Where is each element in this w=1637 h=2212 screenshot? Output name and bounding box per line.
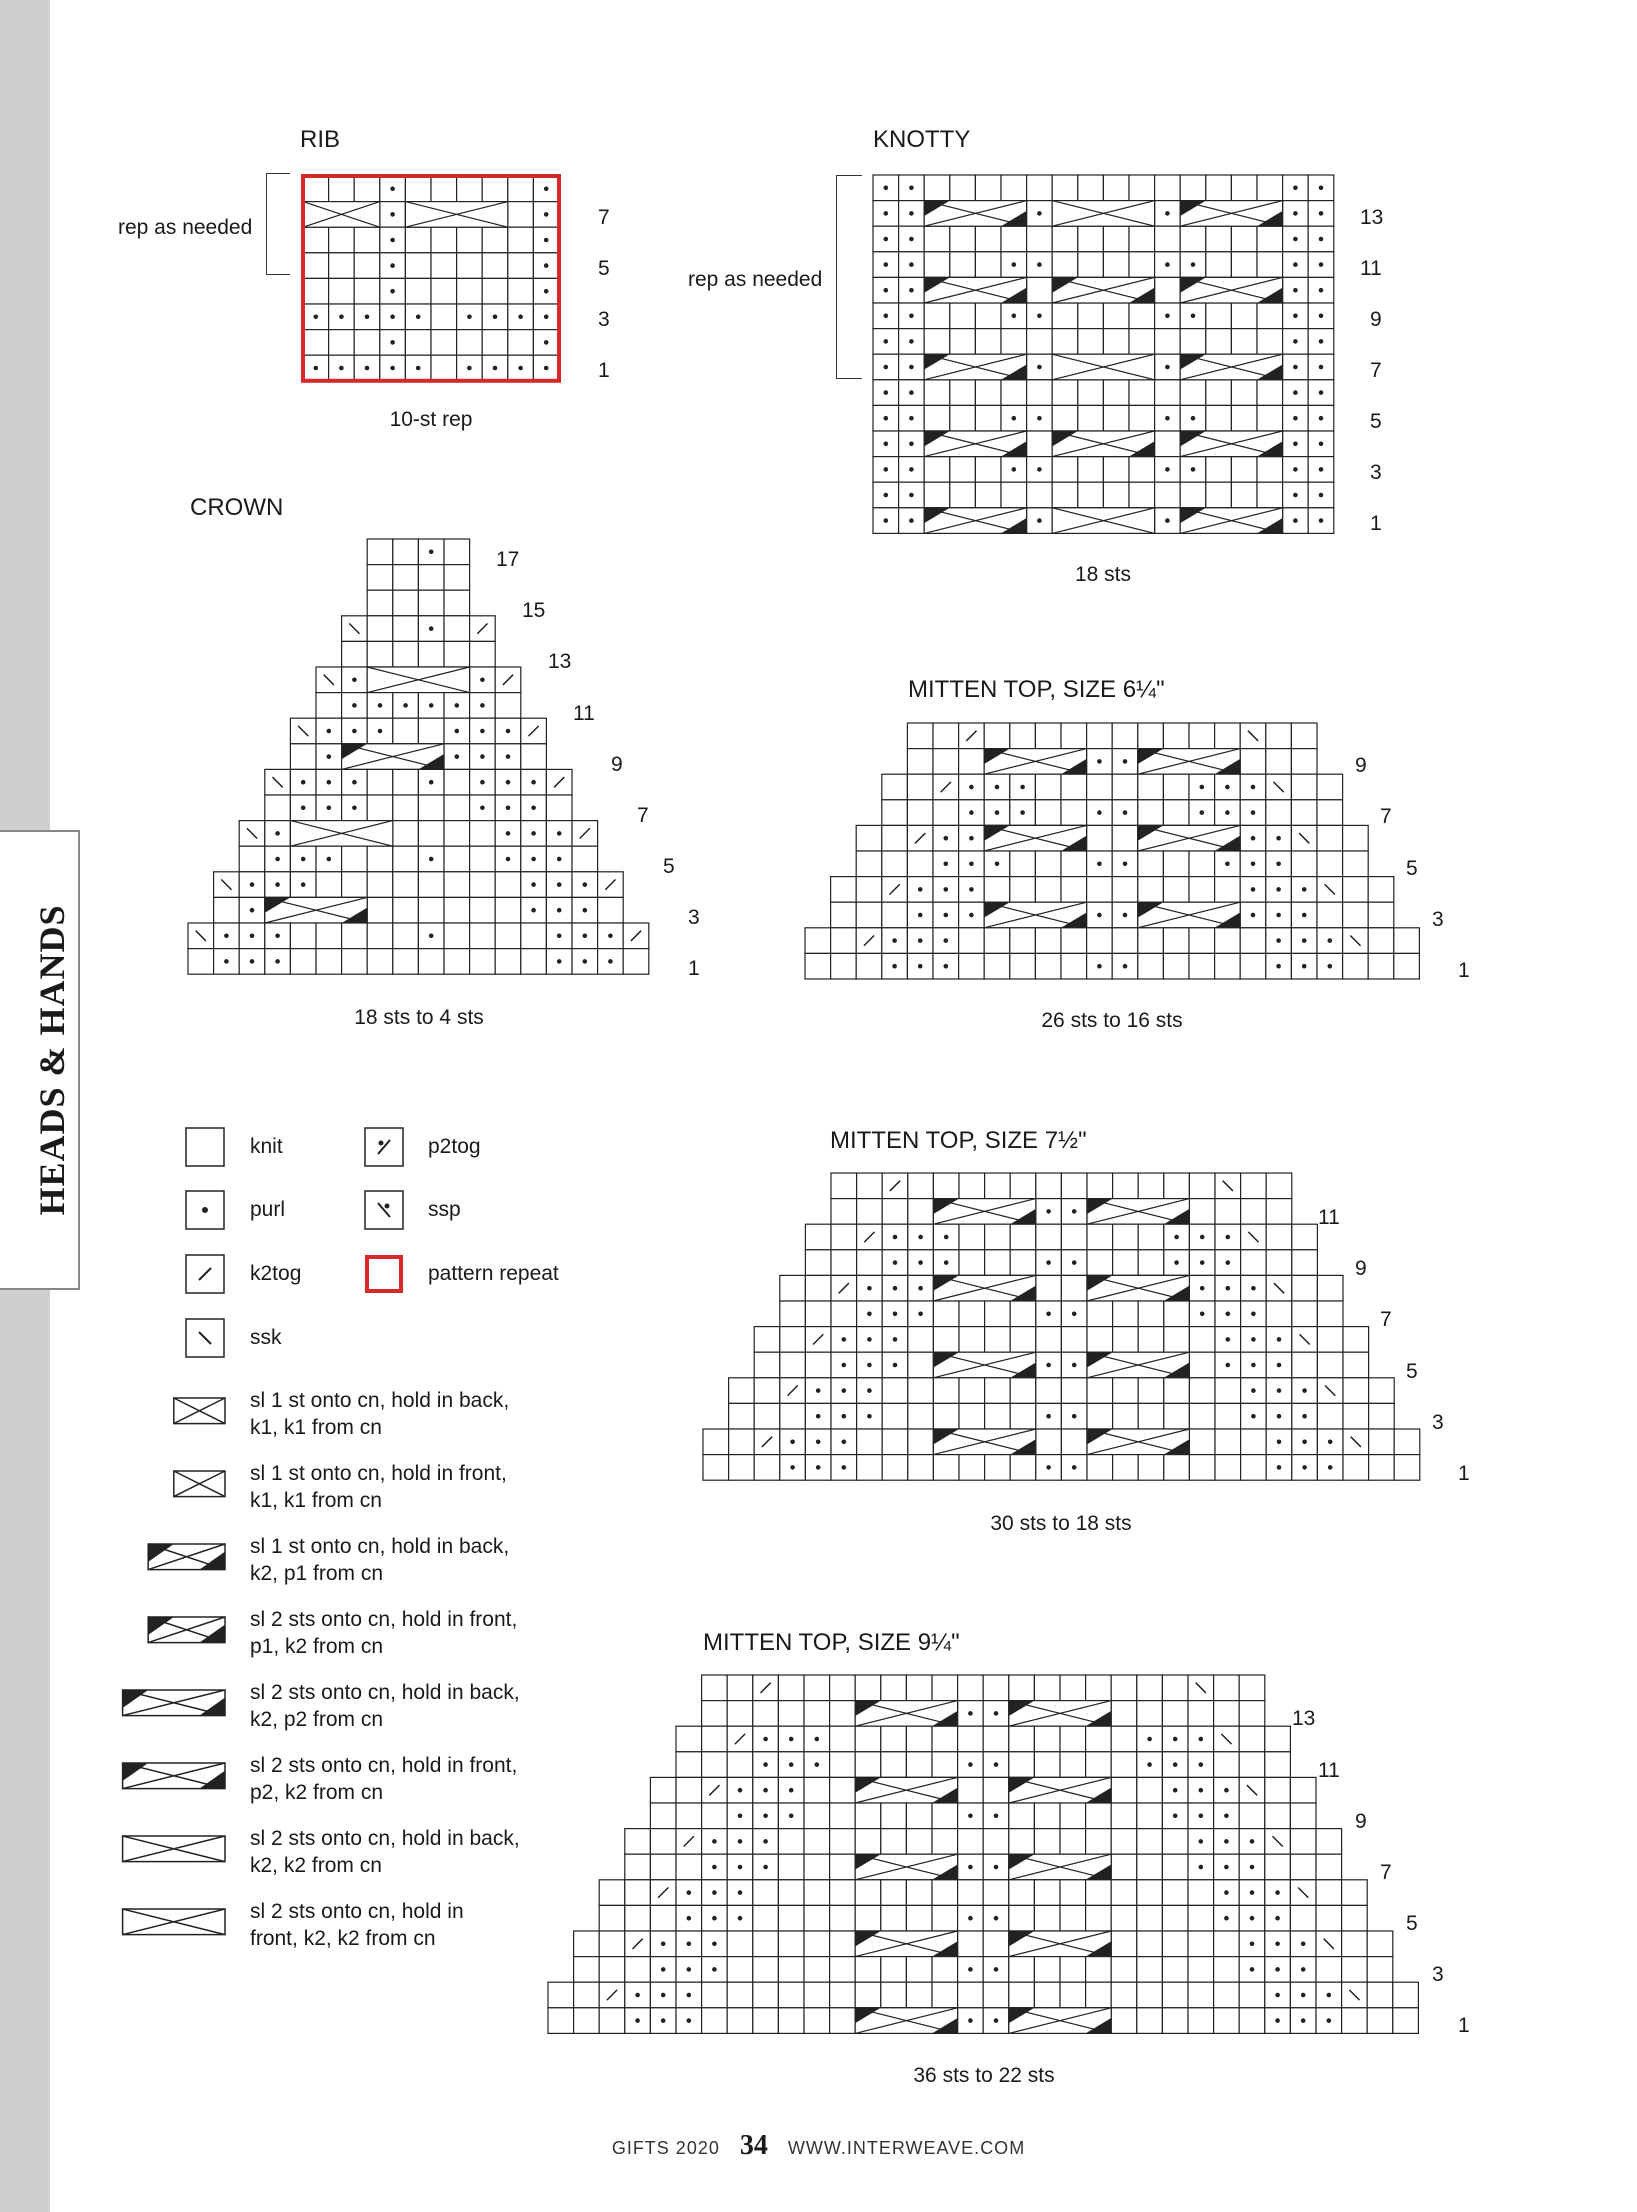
cable-legend-line: k1, k1 from cn [250, 1416, 382, 1439]
cable-legend-label [250, 1606, 517, 1660]
footer-magazine: GIFTS 2020 [611, 2138, 720, 2158]
cable-legend-label [250, 1752, 517, 1806]
knotty-row-number: 13 [1360, 206, 1384, 229]
cable-legend-line: front, k2, k2 from cn [250, 1927, 436, 1950]
mitten-6-chart-caption: 26 sts to 16 sts [1041, 1009, 1183, 1032]
cable-2-2-rpc-icon [120, 1682, 230, 1722]
rib-row-number: 3 [598, 308, 610, 331]
crown-row-number: 3 [688, 906, 700, 929]
knotty-row-number: 3 [1370, 461, 1382, 484]
rib-rep-label: rep as needed [118, 216, 253, 239]
mitten-9-row-number: 9 [1355, 1810, 1367, 1833]
cable-2-2-rc-icon [120, 1828, 230, 1868]
cable-legend-line: k2, p1 from cn [250, 1562, 384, 1585]
cable-legend-label [250, 1825, 520, 1879]
knotty-row-number: 5 [1370, 410, 1382, 433]
k2tog-symbol-icon [185, 1254, 225, 1294]
cable-legend-line: p1, k2 from cn [250, 1635, 384, 1658]
crown-row-number: 7 [637, 804, 649, 827]
mitten-6-row-number: 1 [1458, 959, 1470, 982]
cable-legend-label [250, 1533, 509, 1587]
mitten-6-chart-title: MITTEN TOP, SIZE 6¼" [908, 676, 1165, 703]
crown-row-number: 9 [611, 753, 623, 776]
knotty-rep-bracket [836, 175, 862, 379]
footer-url: WWW.INTERWEAVE.COM [787, 2138, 1026, 2158]
section-label: HEADS & HANDS [32, 904, 72, 1216]
knotty-chart-caption: 18 sts [1074, 563, 1132, 586]
knotty-row-number: 1 [1370, 512, 1382, 535]
cable-2-2-lpc-icon [120, 1755, 230, 1795]
legend-label-ssp: ssp [428, 1198, 461, 1221]
cable-legend-line: sl 1 st onto cn, hold in back, [250, 1535, 510, 1558]
mitten-7-row-number: 9 [1355, 1257, 1367, 1280]
crown-row-number: 1 [688, 957, 700, 980]
mitten-6-chart-grid [805, 723, 1420, 980]
cable-1-1-lc-icon [120, 1463, 230, 1503]
knotty-row-number: 7 [1370, 359, 1382, 382]
mitten-6-row-number: 3 [1432, 908, 1444, 931]
mitten-9-chart-grid [548, 1675, 1420, 2039]
crown-row-number: 5 [663, 855, 675, 878]
cable-legend-label [250, 1460, 507, 1514]
mitten-7-row-number: 5 [1406, 1360, 1418, 1383]
legend-label-purl: purl [250, 1198, 286, 1221]
mitten-7-chart-caption: 30 sts to 18 sts [990, 1512, 1132, 1535]
legend-label-p2tog: p2tog [428, 1135, 481, 1158]
mitten-6-row-number: 9 [1355, 754, 1367, 777]
knotty-chart-title: KNOTTY [873, 126, 971, 153]
crown-chart-caption: 18 sts to 4 sts [354, 1006, 484, 1029]
cable-2-1-rpc-icon [120, 1536, 230, 1576]
legend-label-knit: knit [250, 1135, 283, 1158]
knotty-chart-grid [873, 175, 1334, 532]
crown-chart-title: CROWN [190, 494, 284, 521]
mitten-6-row-number: 5 [1406, 857, 1418, 880]
mitten-9-row-number: 7 [1380, 1861, 1392, 1884]
mitten-9-row-number: 11 [1318, 1759, 1340, 1782]
cable-legend-line: sl 2 sts onto cn, hold in front, [250, 1608, 518, 1631]
ssk-symbol-icon [185, 1318, 225, 1358]
legend-label-pattern-repeat: pattern repeat [428, 1262, 559, 1285]
mitten-7-row-number: 3 [1432, 1411, 1444, 1434]
mitten-9-row-number: 3 [1432, 1963, 1444, 1986]
cable-legend-line: k2, p2 from cn [250, 1708, 384, 1731]
rib-row-number: 5 [598, 257, 610, 280]
knotty-row-number: 9 [1370, 308, 1382, 331]
cable-legend-line: k2, k2 from cn [250, 1854, 382, 1877]
cable-legend-line: sl 2 sts onto cn, hold in front, [250, 1754, 518, 1777]
cable-legend-line: sl 2 sts onto cn, hold in back, [250, 1827, 520, 1850]
crown-row-number: 11 [573, 702, 595, 725]
cable-legend-label [250, 1898, 464, 1952]
cable-legend-label [250, 1387, 509, 1441]
p2tog-symbol-icon [364, 1127, 404, 1167]
legend-label-k2tog: k2tog [250, 1262, 302, 1285]
mitten-7-chart-grid [703, 1173, 1420, 1485]
rib-rep-bracket [266, 173, 290, 275]
mitten-9-chart-caption: 36 sts to 22 sts [913, 2064, 1055, 2087]
mitten-7-row-number: 1 [1458, 1462, 1470, 1485]
mitten-9-row-number: 5 [1406, 1912, 1418, 1935]
knit-symbol-icon [185, 1127, 225, 1167]
page-number: 34 [739, 2130, 768, 2161]
cable-legend-label [250, 1679, 520, 1733]
cable-2-1-lpc-icon [120, 1609, 230, 1649]
cable-legend-line: sl 2 sts onto cn, hold in [250, 1900, 464, 1923]
cable-2-2-lc-icon [120, 1901, 230, 1941]
rib-row-number: 1 [598, 359, 610, 382]
rib-chart-title: RIB [300, 126, 341, 153]
mitten-9-row-number: 1 [1458, 2014, 1470, 2037]
mitten-7-row-number: 7 [1380, 1308, 1392, 1331]
mitten-7-row-number: 11 [1318, 1206, 1340, 1229]
cable-legend-line: p2, k2 from cn [250, 1781, 384, 1804]
rib-row-number: 7 [598, 206, 610, 229]
rib-chart-caption: 10-st rep [389, 408, 473, 431]
mitten-6-row-number: 7 [1380, 805, 1392, 828]
rib-chart-grid [300, 173, 562, 379]
legend-label-ssk: ssk [250, 1326, 282, 1349]
crown-row-number: 15 [522, 599, 546, 622]
cable-legend-line: sl 1 st onto cn, hold in back, [250, 1389, 510, 1412]
page-footer [0, 2130, 1637, 2162]
crown-row-number: 17 [496, 548, 520, 571]
cable-legend-line: sl 1 st onto cn, hold in front, [250, 1462, 507, 1485]
crown-row-number: 13 [548, 650, 572, 673]
cable-1-1-rc-icon [120, 1390, 230, 1430]
cable-legend-line: sl 2 sts onto cn, hold in back, [250, 1681, 520, 1704]
ssp-symbol-icon [364, 1190, 404, 1230]
purl-symbol-icon [185, 1190, 225, 1230]
cable-legend-line: k1, k1 from cn [250, 1489, 382, 1512]
mitten-9-row-number: 13 [1292, 1707, 1316, 1730]
mitten-9-chart-title: MITTEN TOP, SIZE 9¼" [703, 1629, 960, 1656]
pattern-repeat-icon [364, 1254, 404, 1294]
mitten-7-chart-title: MITTEN TOP, SIZE 7½" [830, 1127, 1087, 1154]
crown-chart-grid [188, 539, 651, 975]
knotty-rep-label: rep as needed [688, 268, 823, 291]
knotty-row-number: 11 [1360, 257, 1382, 280]
